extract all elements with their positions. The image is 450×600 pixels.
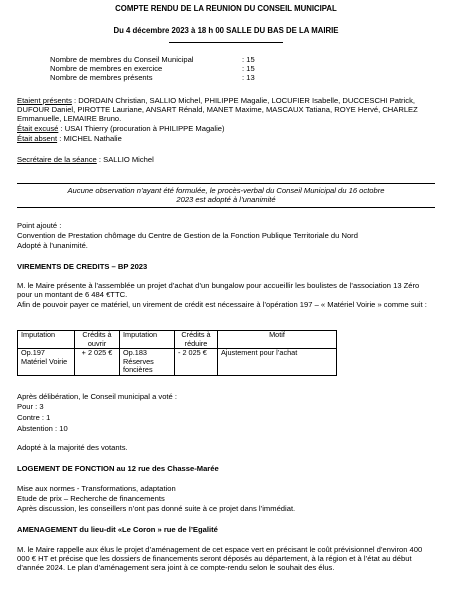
secretary-text: : SALLIO Michel [96,155,154,164]
table-row [18,349,337,376]
present-list: : DORDAIN Christian, SALLIO Michel, PHILIPPE Magalie, LOCUFIER Isabelle, DUCCESCHI Patrick, DUFOUR Daniel, PIROTTE Lauriane, ANSART Rénald, MANET Maxime, MASCAUX Tatiana, ROYE Hervé, CHARLEZ Emmanuelle, LEMAIRE Bruno. [17,96,418,124]
table-cell: Ajustement pour l’achat [218,349,337,376]
logement-heading: LOGEMENT DE FONCTION au 12 rue des Chasse-Marée [17,464,219,473]
attendance-excused [17,124,435,133]
table-cell: - 2 025 € [175,349,218,376]
members-label: Nombre de membres du Conseil Municipal [50,55,194,64]
virements-paragraph-2: Afin de pouvoir payer ce matériel, un virement de crédit est nécessaire à l’opération 197 – « Matériel Voirie » comme suit : [17,300,427,309]
observation-bottom-rule [17,207,435,208]
members-value: : 15 [242,64,255,74]
title-underline [169,42,283,43]
absent-label: Était absent [17,134,58,143]
added-point-result: Adopté à l’unanimité. [17,241,88,250]
table-header-cell: Crédits à réduire [175,331,218,349]
observation-top-rule [17,183,435,184]
members-value: : 15 [242,55,255,64]
logement-line: Etude de prix – Recherche de financements [17,494,165,503]
vote-abstention: Abstention : 10 [17,424,68,433]
excused-label: Était excusé [17,124,59,133]
members-value: : 13 [242,73,255,83]
document-title: COMPTE RENDU DE LA REUNION DU CONSEIL MUNICIPAL [115,4,337,13]
vote-contre: Contre : 1 [17,413,51,422]
amenagement-paragraph: M. le Maire rappelle aux élus le projet d’aménagement de cet espace vert en précisant le coût prévisionnel d’environ 400 000 € HT et précise que les dossiers de financements seront déposés au département, à la région et à l’état au début d’année 2024. Le plan d’aménagement sera joint à ce compte-rendu selon le souhait des élus. [17,545,423,573]
table-header-cell: Crédits à ouvrir [75,331,120,349]
vote-intro: Après délibération, le Conseil municipal a voté : [17,392,177,401]
secretary-label: Secrétaire de la séance [17,155,97,164]
table-header-cell: Imputation [120,331,175,349]
secretary [17,155,435,164]
table-header-cell: Imputation [18,331,75,349]
logement-line: Mise aux normes - Transformations, adaptation [17,484,176,493]
absent-text: : MICHEL Nathalie [57,134,122,143]
attendance-present [17,96,435,123]
observation-text: Aucune observation n’ayant été formulée, le procès-verbal du Conseil Municipal du 16 octobre 2023 est adopté à l’unanimité [67,186,385,205]
added-point-title: Point ajouté : [17,221,62,230]
meeting-date: Du 4 décembre 2023 à 18 h 00 SALLE DU BAS DE LA MAIRIE [113,26,339,35]
members-label: Nombre de membres en exercice [50,64,163,74]
present-label: Etaient présents [17,96,72,105]
table-cell: Op.183 Réserves foncières [120,349,175,376]
members-row [50,73,255,82]
amenagement-heading: AMENAGEMENT du lieu-dit «Le Coron » rue de l’Egalité [17,525,218,534]
virements-paragraph-1: M. le Maire présente à l’assemblée un projet d’achat d’un bungalow pour accueillir les boulistes de l’association 13 Zéro pour un montant de 6 484 €TTC. [17,281,420,300]
virements-heading: VIREMENTS DE CREDITS – BP 2023 [17,262,148,271]
excused-text: : USAI Thierry (procuration à PHILIPPE Magalie) [58,124,225,133]
vote-pour: Pour : 3 [17,402,44,411]
attendance-absent [17,134,435,143]
logement-line: Après discussion, les conseillers n’ont pas donné suite à ce projet dans l’immédiat. [17,504,296,513]
table-cell: Op.197 Matériel Voirie [18,349,75,376]
table-header-row [18,331,337,349]
table-header-cell: Motif [218,331,337,349]
members-count-block [50,55,255,83]
credit-transfer-table [17,330,337,376]
members-row [50,64,255,73]
table-cell: + 2 025 € [75,349,120,376]
added-point-text: Convention de Prestation chômage du Centre de Gestion de la Fonction Publique Territoriale du Nord [17,231,358,240]
members-label: Nombre de membres présents [50,73,153,83]
members-row [50,55,255,64]
vote-result: Adopté à la majorité des votants. [17,443,128,452]
